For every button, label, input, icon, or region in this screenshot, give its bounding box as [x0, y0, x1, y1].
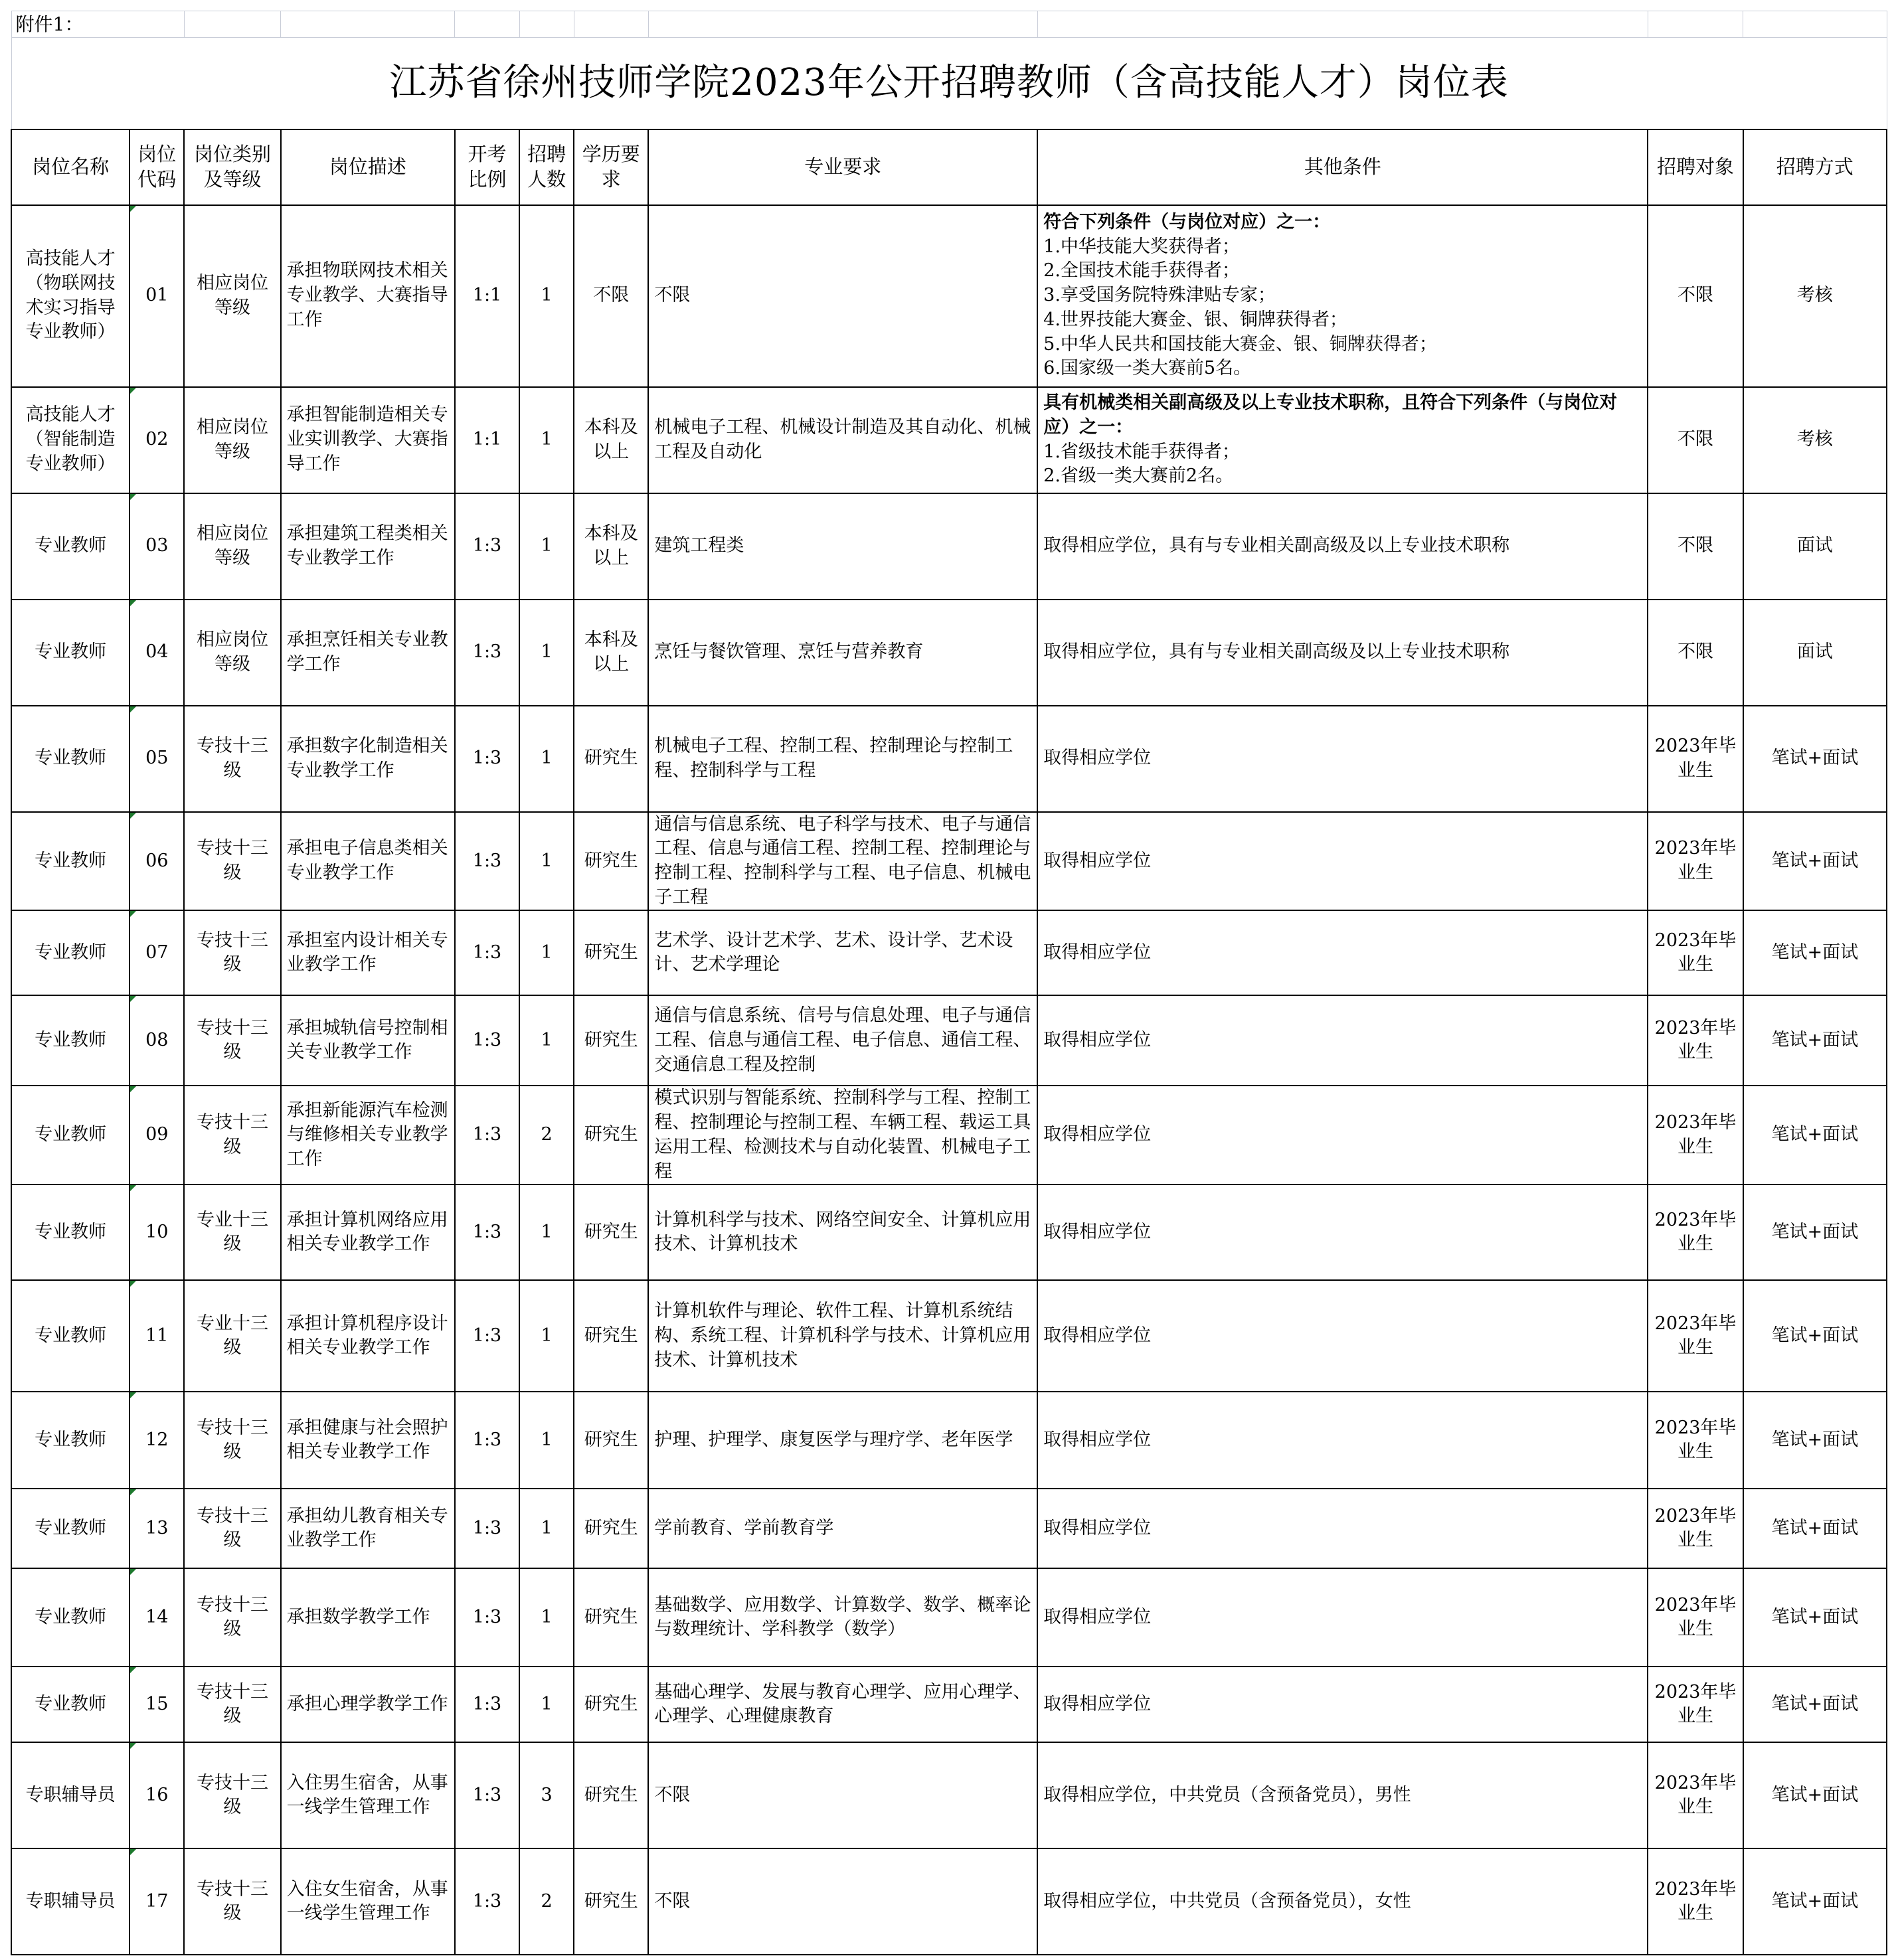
- cell-education: 研究生: [574, 1848, 648, 1955]
- cell-education: 研究生: [574, 910, 648, 995]
- cell-count: 1: [519, 1667, 574, 1742]
- cell-category: 专技十三级: [184, 706, 280, 812]
- condition-item: 2.省级一类大赛前2名。: [1043, 465, 1234, 487]
- cell-major: 机械电子工程、控制工程、控制理论与控制工程、控制科学与工程: [648, 706, 1037, 812]
- cell-code: 06: [129, 812, 184, 911]
- cell-ratio: 1:3: [455, 1489, 519, 1568]
- cell-name: 专职辅导员: [11, 1848, 129, 1955]
- cell-education: 研究生: [574, 1742, 648, 1848]
- cell-method: 笔试+面试: [1743, 1568, 1887, 1667]
- table-row: [11, 493, 1887, 600]
- cell-target: 不限: [1648, 493, 1743, 600]
- cell-education: 研究生: [574, 706, 648, 812]
- cell-description: 承担新能源汽车检测与维修相关专业教学工作: [281, 1086, 455, 1184]
- cell-other: 取得相应学位: [1037, 1568, 1648, 1667]
- condition-heading: 具有机械类相关副高级及以上专业技术职称，且符合下列条件（与岗位对应）之一：: [1043, 392, 1618, 438]
- cell-other: 取得相应学位，中共党员（含预备党员），男性: [1037, 1742, 1648, 1848]
- cell-education: 研究生: [574, 1086, 648, 1184]
- table-row: [11, 1184, 1887, 1280]
- cell-count: 1: [519, 812, 574, 911]
- cell-method: 面试: [1743, 600, 1887, 706]
- cell-name: 专业教师: [11, 706, 129, 812]
- cell-category: 专技十三级: [184, 1667, 280, 1742]
- recruitment-table: [11, 11, 1887, 1955]
- table-row: [11, 1742, 1887, 1848]
- cell-major: 不限: [648, 1742, 1037, 1848]
- cell-code: 13: [129, 1489, 184, 1568]
- table-row: [11, 1568, 1887, 1667]
- cell-name: 专业教师: [11, 1184, 129, 1280]
- cell-name: 专业教师: [11, 1280, 129, 1392]
- cell-count: 3: [519, 1742, 574, 1848]
- cell-category: 专技十三级: [184, 1392, 280, 1489]
- cell-category: 相应岗位等级: [184, 205, 280, 387]
- cell-education: 研究生: [574, 1280, 648, 1392]
- cell-code: 17: [129, 1848, 184, 1955]
- col-header-count: 招聘人数: [519, 129, 574, 205]
- cell-code: 08: [129, 995, 184, 1086]
- cell-ratio: 1:3: [455, 600, 519, 706]
- cell-ratio: 1:3: [455, 493, 519, 600]
- cell-other: 取得相应学位: [1037, 910, 1648, 995]
- table-row: [11, 995, 1887, 1086]
- cell-description: 承担数学教学工作: [281, 1568, 455, 1667]
- cell-count: 1: [519, 493, 574, 600]
- cell-target: 2023年毕业生: [1648, 1489, 1743, 1568]
- cell-major: 机械电子工程、机械设计制造及其自动化、机械工程及自动化: [648, 387, 1037, 493]
- cell-method: 笔试+面试: [1743, 1489, 1887, 1568]
- cell-method: 笔试+面试: [1743, 910, 1887, 995]
- cell-ratio: 1:3: [455, 1667, 519, 1742]
- cell-count: 1: [519, 387, 574, 493]
- cell-code: 01: [129, 205, 184, 387]
- cell-other: 取得相应学位: [1037, 812, 1648, 911]
- cell-count: 1: [519, 1568, 574, 1667]
- cell-description: 承担计算机网络应用相关专业教学工作: [281, 1184, 455, 1280]
- condition-item: 1.中华技能大奖获得者；: [1043, 236, 1240, 257]
- table-row: [11, 1489, 1887, 1568]
- table-row: [11, 1667, 1887, 1742]
- cell-method: 笔试+面试: [1743, 1184, 1887, 1280]
- cell-name: 专业教师: [11, 910, 129, 995]
- cell-method: 笔试+面试: [1743, 706, 1887, 812]
- cell-major: 基础数学、应用数学、计算数学、数学、概率论与数理统计、学科教学（数学）: [648, 1568, 1037, 1667]
- table-row: [11, 1848, 1887, 1955]
- table-row: [11, 1392, 1887, 1489]
- col-header-ratio: 开考比例: [455, 129, 519, 205]
- cell-target: 2023年毕业生: [1648, 1184, 1743, 1280]
- cell-target: 2023年毕业生: [1648, 995, 1743, 1086]
- cell-code: 05: [129, 706, 184, 812]
- condition-item: 2.全国技术能手获得者；: [1043, 260, 1240, 282]
- cell-count: 1: [519, 1280, 574, 1392]
- cell-education: 研究生: [574, 1489, 648, 1568]
- cell-ratio: 1:3: [455, 1280, 519, 1392]
- cell-method: 笔试+面试: [1743, 812, 1887, 911]
- cell-ratio: 1:3: [455, 706, 519, 812]
- cell-major: 通信与信息系统、信号与信息处理、电子与通信工程、信息与通信工程、电子信息、通信工程、交通信息工程及控制: [648, 995, 1037, 1086]
- cell-name: 高技能人才（智能制造专业教师）: [11, 387, 129, 493]
- cell-other: 取得相应学位: [1037, 995, 1648, 1086]
- cell-other: 取得相应学位: [1037, 1667, 1648, 1742]
- cell-category: 相应岗位等级: [184, 600, 280, 706]
- cell-target: 2023年毕业生: [1648, 1086, 1743, 1184]
- cell-ratio: 1:3: [455, 995, 519, 1086]
- table-row: [11, 706, 1887, 812]
- cell-description: 入住男生宿舍，从事一线学生管理工作: [281, 1742, 455, 1848]
- cell-other: 取得相应学位: [1037, 1184, 1648, 1280]
- cell-target: 2023年毕业生: [1648, 1742, 1743, 1848]
- cell-ratio: 1:3: [455, 910, 519, 995]
- cell-education: 本科及以上: [574, 493, 648, 600]
- cell-education: 研究生: [574, 995, 648, 1086]
- cell-target: 2023年毕业生: [1648, 812, 1743, 911]
- cell-major: 艺术学、设计艺术学、艺术、设计学、艺术设计、艺术学理论: [648, 910, 1037, 995]
- cell-method: 笔试+面试: [1743, 1086, 1887, 1184]
- condition-item: 3.享受国务院特殊津贴专家；: [1043, 285, 1276, 306]
- col-header-category: 岗位类别及等级: [184, 129, 280, 205]
- cell-category: 专技十三级: [184, 1848, 280, 1955]
- cell-other: 取得相应学位，中共党员（含预备党员），女性: [1037, 1848, 1648, 1955]
- cell-ratio: 1:1: [455, 205, 519, 387]
- cell-count: 1: [519, 706, 574, 812]
- table-row: [11, 1086, 1887, 1184]
- cell-major: 模式识别与智能系统、控制科学与工程、控制工程、控制理论与控制工程、车辆工程、载运工具运用工程、检测技术与自动化装置、机械电子工程: [648, 1086, 1037, 1184]
- cell-major: 计算机科学与技术、网络空间安全、计算机应用技术、计算机技术: [648, 1184, 1037, 1280]
- cell-code: 04: [129, 600, 184, 706]
- cell-target: 2023年毕业生: [1648, 1667, 1743, 1742]
- cell-major: 计算机软件与理论、软件工程、计算机系统结构、系统工程、计算机科学与技术、计算机应用技术、计算机技术: [648, 1280, 1037, 1392]
- cell-description: 承担电子信息类相关专业教学工作: [281, 812, 455, 911]
- cell-education: 研究生: [574, 1568, 648, 1667]
- cell-major: 护理、护理学、康复医学与理疗学、老年医学: [648, 1392, 1037, 1489]
- cell-ratio: 1:3: [455, 1184, 519, 1280]
- cell-category: 专技十三级: [184, 1568, 280, 1667]
- table-row: [11, 600, 1887, 706]
- col-header-description: 岗位描述: [281, 129, 455, 205]
- cell-category: 专业十三级: [184, 1280, 280, 1392]
- cell-target: 不限: [1648, 205, 1743, 387]
- cell-ratio: 1:3: [455, 1392, 519, 1489]
- cell-count: 1: [519, 600, 574, 706]
- attachment-row: [11, 11, 1887, 38]
- cell-method: 笔试+面试: [1743, 1667, 1887, 1742]
- cell-description: 承担城轨信号控制相关专业教学工作: [281, 995, 455, 1086]
- col-header-education: 学历要求: [574, 129, 648, 205]
- cell-category: 专业十三级: [184, 1184, 280, 1280]
- cell-education: 研究生: [574, 812, 648, 911]
- table-row: [11, 1280, 1887, 1392]
- col-header-code: 岗位代码: [129, 129, 184, 205]
- cell-code: 11: [129, 1280, 184, 1392]
- cell-method: 笔试+面试: [1743, 1848, 1887, 1955]
- cell-ratio: 1:3: [455, 812, 519, 911]
- cell-target: 2023年毕业生: [1648, 1848, 1743, 1955]
- condition-item: 4.世界技能大赛金、银、铜牌获得者；: [1043, 309, 1347, 330]
- cell-other: 取得相应学位: [1037, 1086, 1648, 1184]
- cell-count: 2: [519, 1848, 574, 1955]
- cell-method: 面试: [1743, 493, 1887, 600]
- cell-code: 12: [129, 1392, 184, 1489]
- cell-name: 专职辅导员: [11, 1742, 129, 1848]
- table-row: [11, 910, 1887, 995]
- cell-education: 本科及以上: [574, 387, 648, 493]
- cell-education: 研究生: [574, 1667, 648, 1742]
- cell-ratio: 1:3: [455, 1086, 519, 1184]
- table-row: [11, 205, 1887, 387]
- cell-description: 承担计算机程序设计相关专业教学工作: [281, 1280, 455, 1392]
- cell-count: 1: [519, 1184, 574, 1280]
- cell-major: 学前教育、学前教育学: [648, 1489, 1037, 1568]
- cell-method: 考核: [1743, 387, 1887, 493]
- cell-other: [1037, 387, 1648, 493]
- cell-other: 取得相应学位: [1037, 706, 1648, 812]
- cell-code: 07: [129, 910, 184, 995]
- cell-description: 承担建筑工程类相关专业教学工作: [281, 493, 455, 600]
- cell-name: 专业教师: [11, 600, 129, 706]
- col-header-other: 其他条件: [1037, 129, 1648, 205]
- page-title: 江苏省徐州技师学院2023年公开招聘教师（含高技能人才）岗位表: [11, 38, 1887, 129]
- cell-code: 02: [129, 387, 184, 493]
- cell-target: 2023年毕业生: [1648, 1280, 1743, 1392]
- cell-code: 16: [129, 1742, 184, 1848]
- cell-code: 10: [129, 1184, 184, 1280]
- cell-count: 2: [519, 1086, 574, 1184]
- cell-other: 取得相应学位，具有与专业相关副高级及以上专业技术职称: [1037, 493, 1648, 600]
- cell-category: 专技十三级: [184, 910, 280, 995]
- attachment-label: 附件1：: [11, 11, 184, 38]
- cell-name: 专业教师: [11, 1667, 129, 1742]
- cell-code: 03: [129, 493, 184, 600]
- condition-item: 1.省级技术能手获得者；: [1043, 441, 1240, 462]
- cell-other: [1037, 205, 1648, 387]
- cell-target: 2023年毕业生: [1648, 1568, 1743, 1667]
- cell-ratio: 1:3: [455, 1568, 519, 1667]
- col-header-method: 招聘方式: [1743, 129, 1887, 205]
- cell-code: 15: [129, 1667, 184, 1742]
- table-row: [11, 812, 1887, 911]
- cell-ratio: 1:1: [455, 387, 519, 493]
- condition-heading: 符合下列条件（与岗位对应）之一：: [1043, 211, 1331, 232]
- cell-education: 研究生: [574, 1184, 648, 1280]
- cell-name: 专业教师: [11, 995, 129, 1086]
- cell-ratio: 1:3: [455, 1848, 519, 1955]
- cell-description: 承担数字化制造相关专业教学工作: [281, 706, 455, 812]
- cell-ratio: 1:3: [455, 1742, 519, 1848]
- table-row: [11, 387, 1887, 493]
- cell-major: 烹饪与餐饮管理、烹饪与营养教育: [648, 600, 1037, 706]
- cell-name: 专业教师: [11, 1392, 129, 1489]
- cell-other: 取得相应学位: [1037, 1489, 1648, 1568]
- header-row: [11, 129, 1887, 205]
- cell-major: 基础心理学、发展与教育心理学、应用心理学、心理学、心理健康教育: [648, 1667, 1037, 1742]
- cell-category: 专技十三级: [184, 1489, 280, 1568]
- cell-code: 09: [129, 1086, 184, 1184]
- condition-item: 5.中华人民共和国技能大赛金、银、铜牌获得者；: [1043, 333, 1437, 355]
- cell-count: 1: [519, 910, 574, 995]
- cell-count: 1: [519, 995, 574, 1086]
- cell-name: 专业教师: [11, 493, 129, 600]
- cell-method: 笔试+面试: [1743, 1280, 1887, 1392]
- cell-other: 取得相应学位: [1037, 1280, 1648, 1392]
- col-header-major: 专业要求: [648, 129, 1037, 205]
- cell-category: 专技十三级: [184, 1086, 280, 1184]
- cell-other: 取得相应学位: [1037, 1392, 1648, 1489]
- cell-code: 14: [129, 1568, 184, 1667]
- cell-category: 相应岗位等级: [184, 387, 280, 493]
- cell-description: 承担智能制造相关专业实训教学、大赛指导工作: [281, 387, 455, 493]
- cell-education: 本科及以上: [574, 600, 648, 706]
- cell-target: 2023年毕业生: [1648, 706, 1743, 812]
- cell-category: 专技十三级: [184, 812, 280, 911]
- cell-method: 笔试+面试: [1743, 1392, 1887, 1489]
- cell-education: 不限: [574, 205, 648, 387]
- cell-category: 相应岗位等级: [184, 493, 280, 600]
- cell-count: 1: [519, 205, 574, 387]
- cell-count: 1: [519, 1489, 574, 1568]
- cell-count: 1: [519, 1392, 574, 1489]
- cell-method: 笔试+面试: [1743, 995, 1887, 1086]
- cell-target: 不限: [1648, 600, 1743, 706]
- cell-major: 通信与信息系统、电子科学与技术、电子与通信工程、信息与通信工程、控制工程、控制理论与控制工程、控制科学与工程、电子信息、机械电子工程: [648, 812, 1037, 911]
- cell-major: 不限: [648, 205, 1037, 387]
- cell-major: 不限: [648, 1848, 1037, 1955]
- cell-major: 建筑工程类: [648, 493, 1037, 600]
- cell-description: 承担烹饪相关专业教学工作: [281, 600, 455, 706]
- cell-education: 研究生: [574, 1392, 648, 1489]
- cell-description: 承担幼儿教育相关专业教学工作: [281, 1489, 455, 1568]
- cell-name: 专业教师: [11, 1568, 129, 1667]
- col-header-target: 招聘对象: [1648, 129, 1743, 205]
- cell-category: 专技十三级: [184, 995, 280, 1086]
- condition-item: 6.国家级一类大赛前5名。: [1043, 358, 1252, 379]
- cell-description: 承担健康与社会照护相关专业教学工作: [281, 1392, 455, 1489]
- cell-name: 专业教师: [11, 1489, 129, 1568]
- cell-description: 承担室内设计相关专业教学工作: [281, 910, 455, 995]
- cell-category: 专技十三级: [184, 1742, 280, 1848]
- cell-target: 不限: [1648, 387, 1743, 493]
- cell-target: 2023年毕业生: [1648, 1392, 1743, 1489]
- cell-target: 2023年毕业生: [1648, 910, 1743, 995]
- cell-description: 承担心理学教学工作: [281, 1667, 455, 1742]
- cell-method: 考核: [1743, 205, 1887, 387]
- title-row: [11, 38, 1887, 129]
- cell-name: 专业教师: [11, 1086, 129, 1184]
- col-header-name: 岗位名称: [11, 129, 129, 205]
- cell-other: 取得相应学位，具有与专业相关副高级及以上专业技术职称: [1037, 600, 1648, 706]
- cell-method: 笔试+面试: [1743, 1742, 1887, 1848]
- cell-name: 专业教师: [11, 812, 129, 911]
- cell-description: 入住女生宿舍，从事一线学生管理工作: [281, 1848, 455, 1955]
- cell-name: 高技能人才（物联网技术实习指导专业教师）: [11, 205, 129, 387]
- cell-description: 承担物联网技术相关专业教学、大赛指导工作: [281, 205, 455, 387]
